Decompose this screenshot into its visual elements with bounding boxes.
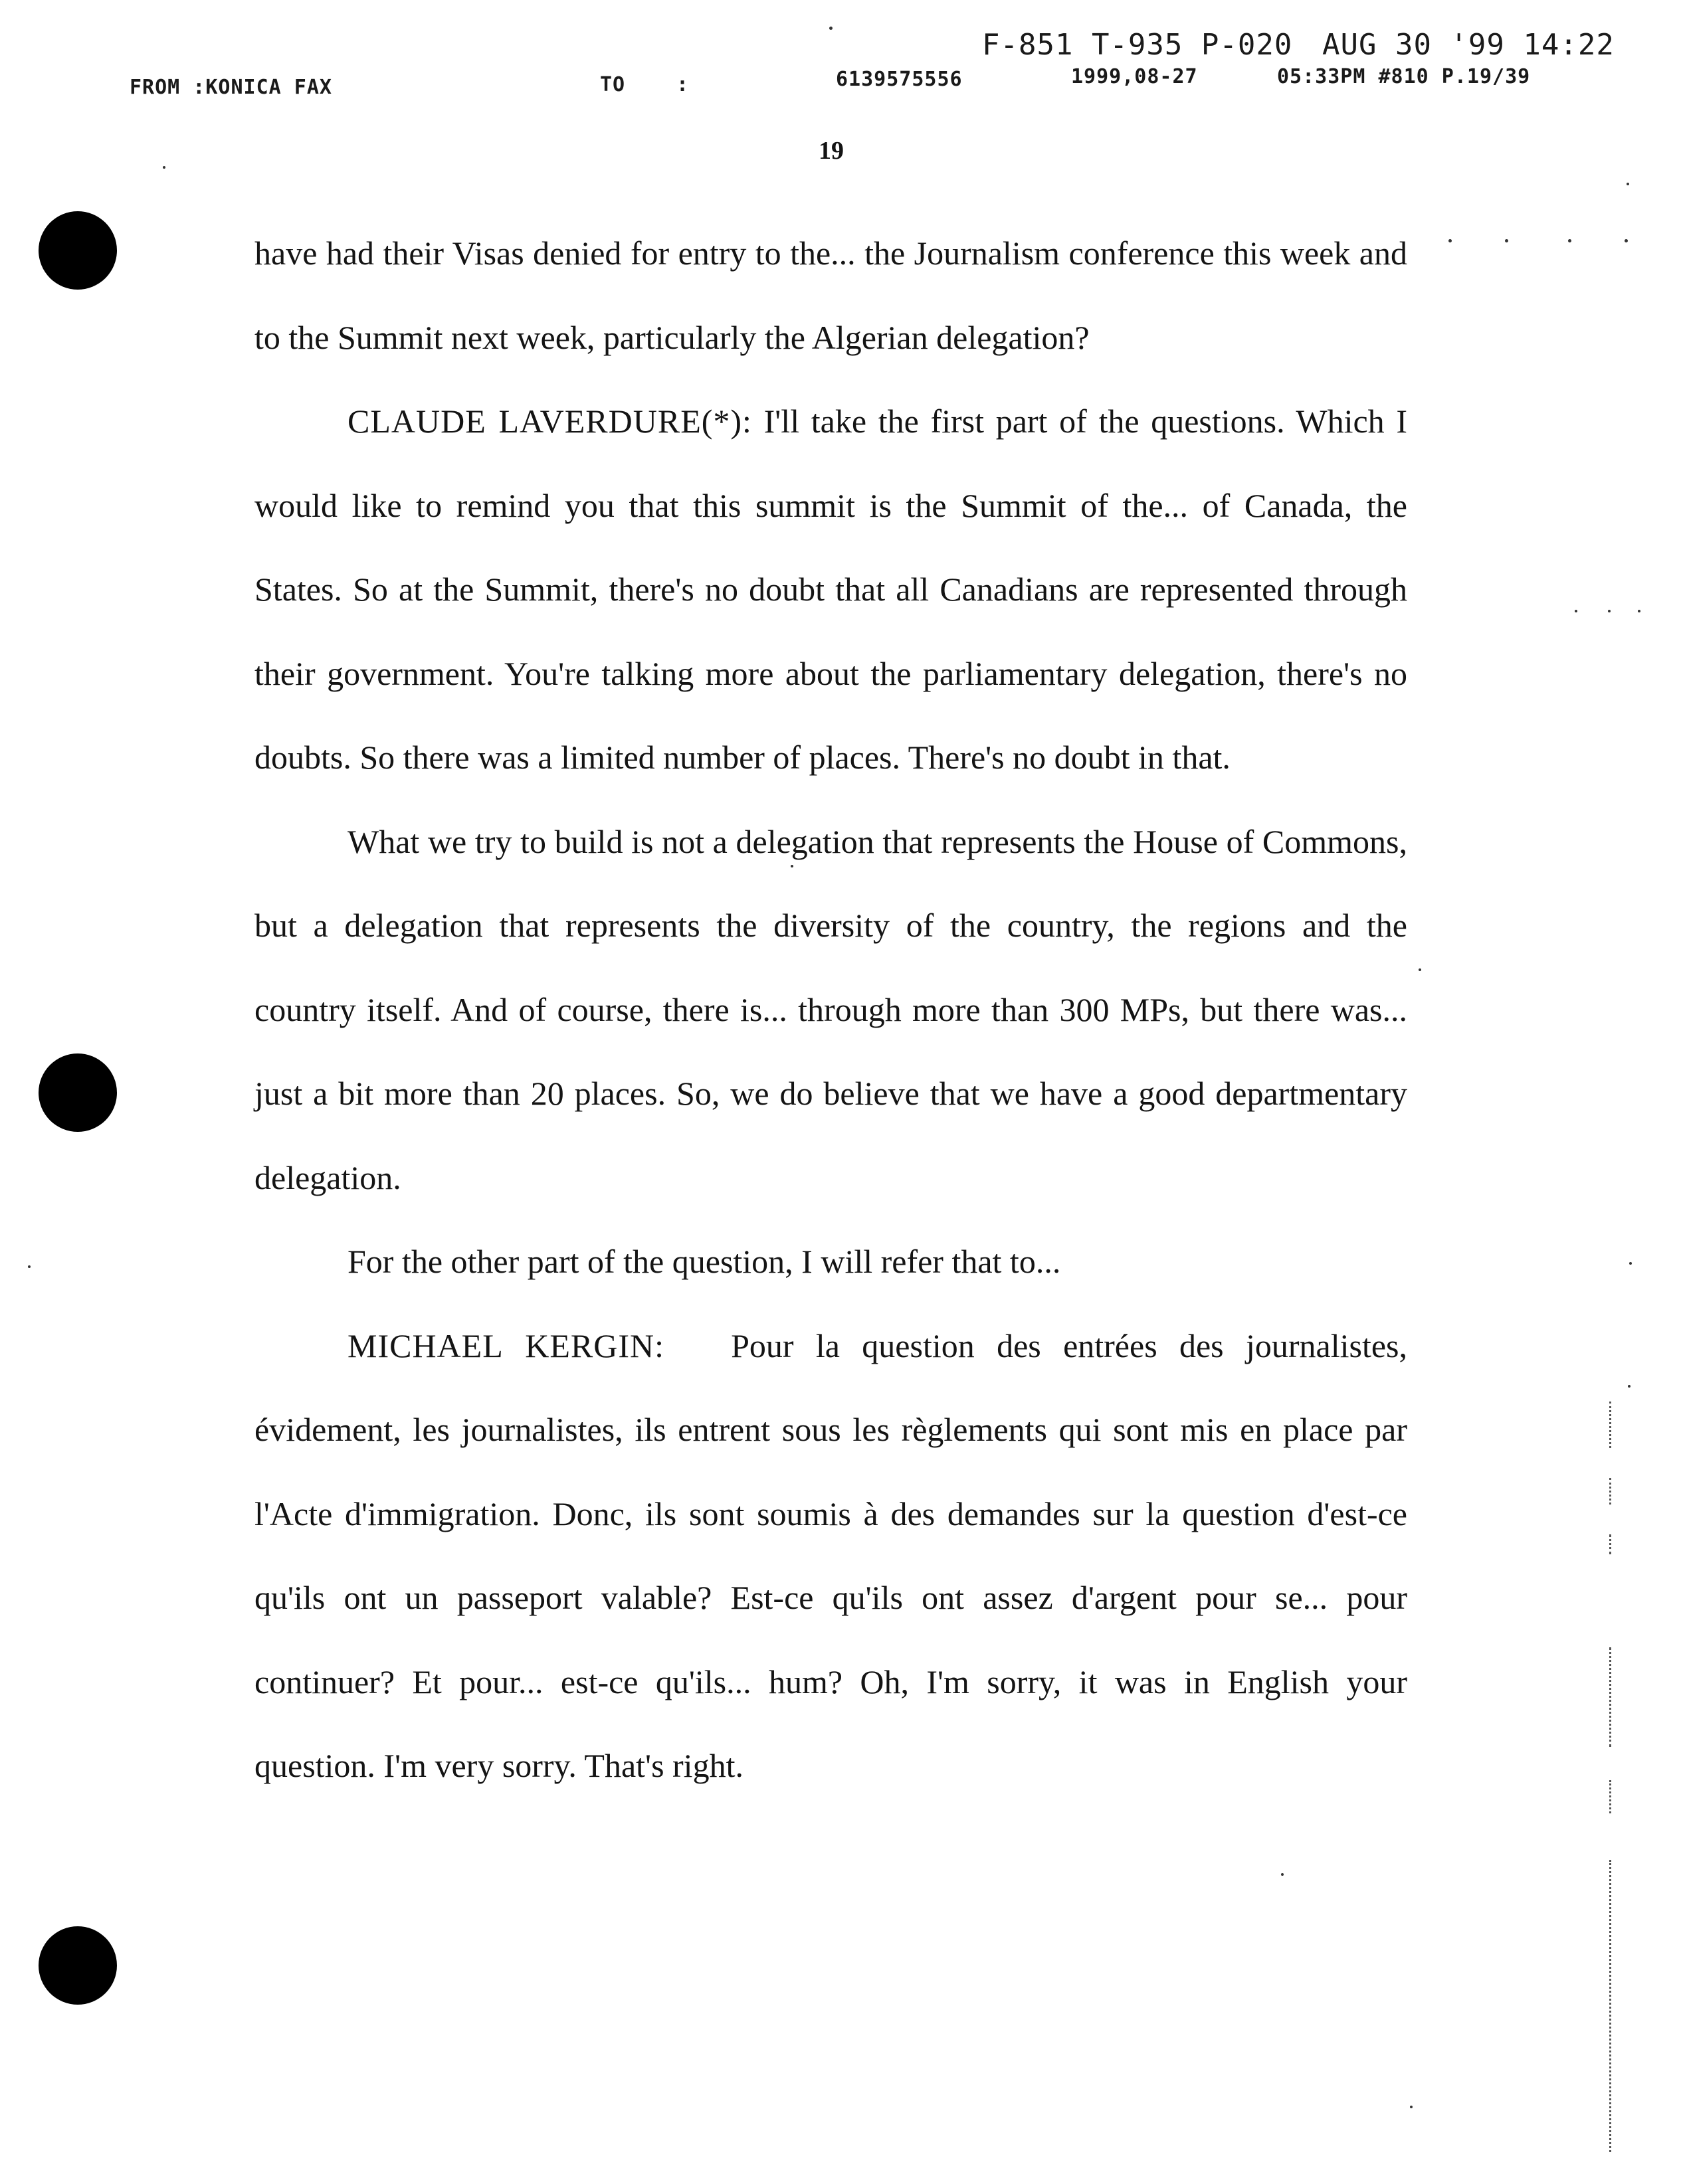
margin-artifact <box>1609 1780 1614 1813</box>
scan-speck <box>1629 1262 1632 1265</box>
page-number: 19 <box>819 137 844 165</box>
phone-number: 6139575556 <box>836 68 963 91</box>
paragraph-text: For the other part of the question, I will refer that to... <box>347 1243 1061 1280</box>
paragraph-text: What we try to build is not a delegation that represents the House of Commons, but a delegation that represents the diversity of the country, the regions and the country itself. And of course, there is... through more than 300 MPs, but there was... just a bit more than 20 places. So, we do believe that we have a good departmentary delegation. <box>254 822 1407 1196</box>
scan-speck <box>1638 610 1640 612</box>
paragraph-text: Pour la question des entrées des journalistes, évidement, les journalistes, ils entrent sous les règlements qui sont mis en place par l'Acte d'immigration. Donc, ils sont soumis à des demandes sur la question d'est-ce qu'ils ont un passeport valable? Est-ce qu'ils ont assez d'argent pour se... pour continuer? Et pour... est-ce qu'ils... hum? Oh, I'm sorry, it was in English your question. I'm very sorry. That's right. <box>254 1326 1408 1784</box>
scan-speck <box>163 166 165 169</box>
scan-speck <box>1448 239 1452 242</box>
scan-speck <box>1608 610 1611 612</box>
transcript-body <box>254 211 1407 1808</box>
scan-speck <box>1281 1873 1284 1876</box>
paragraph-text: I'll take the first part of the questions. Which I would like to remind you that this summit is the Summit of the... of Canada, the States. So at the Summit, there's no doubt that all Canadians are represented through their government. You're talking more about the parliamentary delegation, there's no doubts. So there was a limited number of places. There's no doubt in that. <box>254 403 1408 776</box>
scan-speck <box>1575 610 1577 612</box>
scan-speck <box>1628 1385 1631 1388</box>
margin-artifact <box>1609 1860 1614 2152</box>
scan-speck <box>1505 239 1508 242</box>
scan-speck <box>1410 2106 1413 2108</box>
from-label: FROM :KONICA FAX <box>130 76 332 99</box>
paragraph-4 <box>254 1220 1407 1304</box>
punch-hole-bottom <box>39 1926 117 2005</box>
to-separator: : <box>676 73 690 96</box>
sent-date: 1999,08-27 <box>1071 65 1198 88</box>
paragraph-5 <box>254 1304 1407 1808</box>
scan-speck <box>1568 239 1571 242</box>
punch-hole-top <box>39 211 117 290</box>
margin-artifact <box>1609 1534 1614 1554</box>
paragraph-1 <box>254 211 1407 379</box>
scan-speck <box>1625 239 1628 242</box>
scan-speck <box>1419 968 1421 971</box>
margin-artifact <box>1609 1647 1614 1747</box>
paragraph-speaker: MICHAEL KERGIN: <box>347 1326 665 1364</box>
received-stamp: AUG 30 '99 14:22 <box>1322 28 1615 62</box>
paragraph-text: have had their Visas denied for entry to the... the Journalism conference this week and to the Summit next week, particularly the Algerian delegation? <box>254 234 1407 356</box>
fax-ids: F-851 T-935 P-020 <box>982 28 1293 62</box>
margin-artifact <box>1609 1402 1614 1448</box>
to-label: TO <box>600 73 626 96</box>
sent-time-page: 05:33PM #810 P.19/39 <box>1277 65 1531 88</box>
scan-speck <box>829 27 833 30</box>
scan-speck <box>28 1265 31 1268</box>
scan-speck <box>1627 183 1629 185</box>
margin-artifact <box>1609 1478 1614 1504</box>
paragraph-2 <box>254 379 1407 800</box>
punch-hole-middle <box>39 1053 117 1132</box>
paragraph-speaker: CLAUDE LAVERDURE(*): <box>347 403 752 440</box>
paragraph-3 <box>254 800 1407 1220</box>
